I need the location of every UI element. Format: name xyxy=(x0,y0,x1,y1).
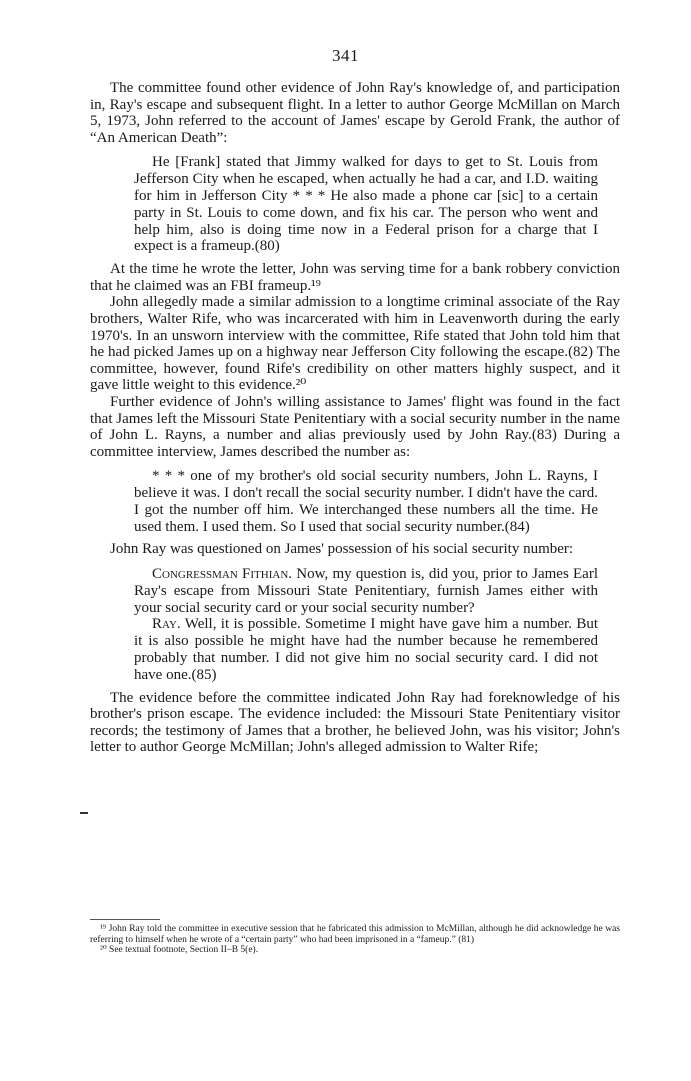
footnote-rule xyxy=(90,919,160,920)
body-text xyxy=(90,80,620,756)
testimony-question xyxy=(134,566,598,616)
footnote: ²⁰ See textual footnote, Section II–B 5(e). xyxy=(100,945,259,955)
speaker-name: Congressman Fithian. xyxy=(152,566,293,583)
margin-mark xyxy=(80,812,88,814)
testimony-excerpt xyxy=(134,566,598,684)
paragraph: The committee found other evidence of John Ray's knowledge of, and participation in, Ray's escape and subsequent flight. In a letter to author George McMillan on March 5, 1973, John referred to the account of James' escape by Gerold Frank, the author of “An American Death”: xyxy=(90,80,620,146)
paragraph: Further evidence of John's willing assistance to James' flight was found in the fact that James left the Missouri State Penitentiary with a social security number in the name of John L. Rayns, a number and alias previously used by John Ray.(83) During a committee interview, James described the number as: xyxy=(90,393,620,460)
speaker-text: Well, it is possible. Sometime I might have gave him a number. But it is also possible he might have had the number because he remembered probably that number. I did not give him no social security card. I did not have one.(85) xyxy=(134,616,598,683)
paragraph: The evidence before the committee indicated John Ray had foreknowledge of his brother's prison escape. The evidence included: the Missouri State Penitentiary visitor records; the testimony of James that a brother, he believed John, was his visitor; John's letter to author George McMillan; John's alleged admission to Walter Rife; xyxy=(90,689,620,756)
footnotes xyxy=(90,924,620,956)
speaker-text: Now, my question is, did you, prior to James Earl Ray's escape from Missouri State Penitentiary, furnish James either with your social security card or your social security number? xyxy=(134,566,599,616)
block-quote: * * * one of my brother's old social security numbers, John L. Rayns, I believe it was. I don't recall the social security number. I didn't have the card. I got the number off him. We interchanged these numbers all the time. He used them. I used them. So I used that social security number.(84) xyxy=(134,468,598,535)
page-number: 341 xyxy=(332,46,359,65)
footnote: ¹⁹ John Ray told the committee in executive session that he fabricated this admission to McMillan, although he did acknowledge he was referring to himself when he wrote of a “certain party” who had been imprisoned in a “fameup.” (81) xyxy=(90,924,620,945)
block-quote: He [Frank] stated that Jimmy walked for days to get to St. Louis from Jefferson City when he escaped, when actually he had a car, and I.D. waiting for him in Jefferson City * * * He also made a phone car [sic] to a certain party in St. Louis to come down, and fix his car. The person who went and help him, also is doing time now in a Federal prison for a charge that I expect is a frameup.(80) xyxy=(134,154,598,255)
paragraph: At the time he wrote the letter, John was serving time for a bank robbery conviction that he claimed was an FBI frameup.¹⁹ xyxy=(90,261,620,294)
paragraph: John Ray was questioned on James' possession of his social security number: xyxy=(110,541,574,558)
paragraph: John allegedly made a similar admission to a longtime criminal associate of the Ray brothers, Walter Rife, who was incarcerated with him in Leavenworth during the early 1970's. In an unsworn interview with the committee, Rife stated that John told him that he had picked James up on a highway near Jefferson City following the escape.(82) The committee, however, found Rife's credibility on other matters highly suspect, and it gave little weight to this evidence.²⁰ xyxy=(90,294,620,394)
testimony-answer xyxy=(134,616,598,683)
speaker-name: Ray. xyxy=(152,616,181,633)
